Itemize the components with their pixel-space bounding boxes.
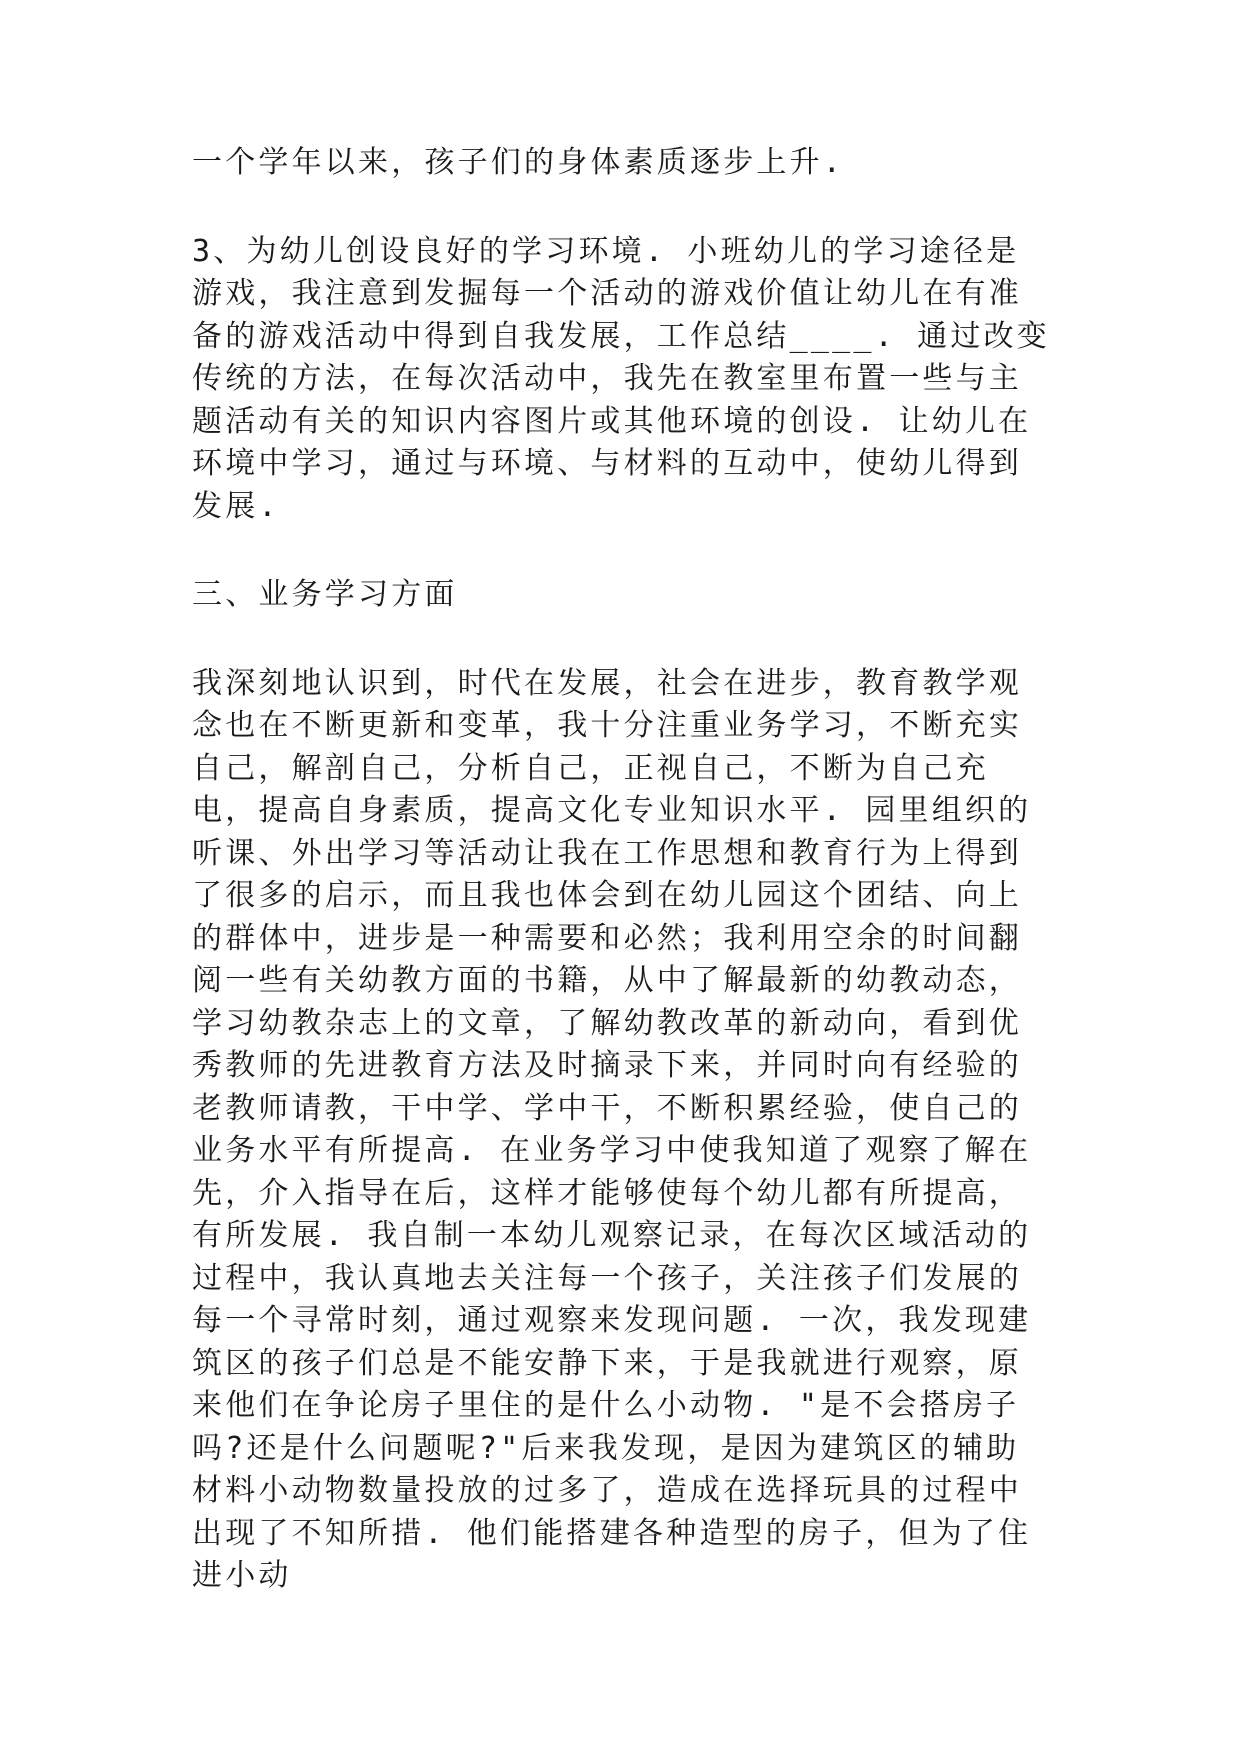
paragraph-spacer [192, 617, 1052, 663]
section-heading: 三、业务学习方面 [192, 577, 458, 612]
paragraph-learning-environment: 3、为幼儿创设良好的学习环境. 小班幼儿的学习途径是游戏，我注意到发掘每一个活动的游戏价值让幼儿在有准备的游戏活动中得到自我发展，工作总结____. 通过改变传统的方法，在每次活动中，我先在教室里布置一些与主题活动有关的知识内容图片或其他环境的创设. 让幼儿在环境中学习，通过与环境、与材料的互动中，使幼儿得到发展. [192, 233, 1050, 524]
paragraph-spacer [192, 185, 1052, 231]
document-body [192, 142, 1052, 1598]
paragraph-spacer [192, 528, 1052, 574]
paragraph-summary: 一个学年以来，孩子们的身体素质逐步上升. [192, 145, 845, 180]
paragraph-professional-study: 我深刻地认识到，时代在发展，社会在进步，教育教学观念也在不断更新和变革，我十分注重业务学习，不断充实自己，解剖自己，分析自己，正视自己，不断为自己充电，提高自身素质，提高文化专业知识水平. 园里组织的听课、外出学习等活动让我在工作思想和教育行为上得到了很多的启示，而且我也体会到在幼儿园这个团结、向上的群体中，进步是一种需要和必然；我利用空余的时间翻阅一些有关幼教方面的书籍，从中了解最新的幼教动态，学习幼教杂志上的文章，了解幼教改革的新动向，看到优秀教师的先进教育方法及时摘录下来，并同时向有经验的老教师请教，干中学、学中干，不断积累经验，使自己的业务水平有所提高. 在业务学习中使我知道了观察了解在先，介入指导在后，这样才能够使每个幼儿都有所提高，有所发展. 我自制一本幼儿观察记录，在每次区域活动的过程中，我认真地去关注每一个孩子，关注孩子们发展的每一个寻常时刻，通过观察来发现问题. 一次，我发现建筑区的孩子们总是不能安静下来，于是我就进行观察，原来他们在争论房子里住的是什么小动物. "是不会搭房子吗?还是什么问题呢?"后来我发现，是因为建筑区的辅助材料小动物数量投放的过多了，造成在选择玩具的过程中出现了不知所措. 他们能搭建各种造型的房子，但为了住进小动 [192, 665, 1032, 1593]
